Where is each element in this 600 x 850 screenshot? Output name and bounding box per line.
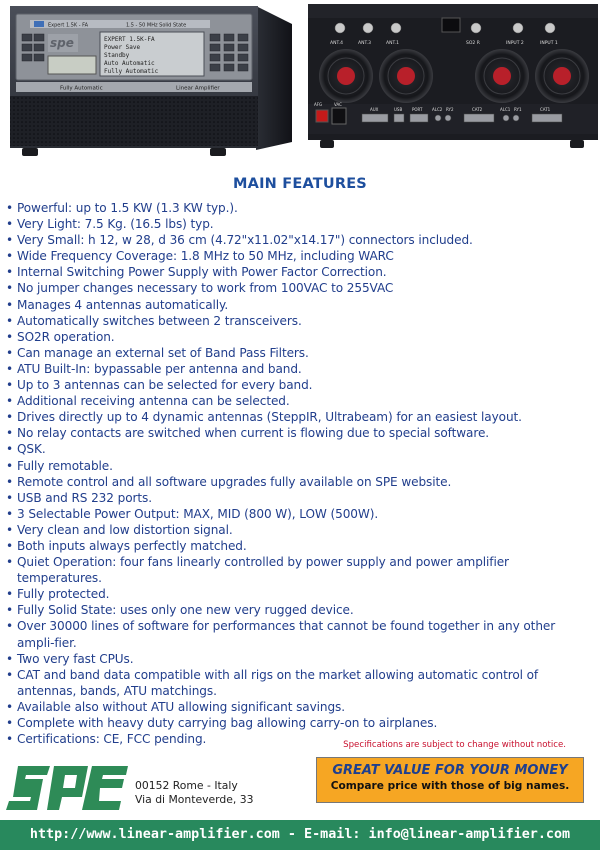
- bullet-icon: •: [6, 378, 14, 393]
- rear-label-ant1: ANT.1: [386, 41, 399, 46]
- feature-item: • Certifications: CE, FCC pending.: [6, 732, 207, 747]
- feature-item: • Available also without ATU allowing significant savings.: [6, 699, 345, 714]
- feature-item: • Remote control and all software upgrades fully available on SPE website.: [6, 474, 452, 489]
- feature-item: • CAT and band data compatible with all rigs on the market allowing automatic control of antennas, bands, ATU matchings.: [6, 667, 539, 698]
- bullet-icon: •: [6, 281, 14, 296]
- feature-item: • Powerful: up to 1.5 KW (1.3 KW typ.).: [6, 201, 238, 215]
- feature-item: • Quiet Operation: four fans linearly controlled by power supply and power amplifier temperatures.: [6, 555, 509, 586]
- address-line-2: Via di Monteverde, 33: [135, 793, 254, 806]
- feature-item: • No jumper changes necessary to work from 100VAC to 255VAC: [6, 281, 394, 296]
- front-lcd-line-5: Fully Automatic: [104, 68, 159, 75]
- bullet-icon: •: [6, 345, 14, 360]
- feature-item: • Can manage an external set of Band Pass Filters.: [6, 345, 309, 360]
- rear-label-port: PORT: [412, 107, 423, 112]
- bullet-icon: •: [6, 458, 14, 473]
- feature-item: • Both inputs always perfectly matched.: [6, 538, 247, 553]
- front-lcd-line-4: Auto Automatic: [104, 60, 155, 67]
- bullet-icon: •: [6, 490, 14, 505]
- rear-label-input2: INPUT 2: [506, 41, 524, 46]
- disclaimer-text: Specifications are subject to change without notice.: [343, 740, 566, 750]
- bullet-icon: •: [6, 410, 14, 425]
- rear-label-cat2: CAT2: [472, 107, 483, 112]
- address-line-1: 00152 Rome - Italy: [135, 779, 238, 792]
- value-callout: [316, 757, 584, 803]
- rear-label-ry2: RY2: [446, 107, 454, 112]
- feature-item: • Fully protected.: [6, 587, 110, 602]
- rear-label-vac: VAC: [334, 102, 342, 107]
- feature-item: • Internal Switching Power Supply with Power Factor Correction.: [6, 265, 387, 280]
- bullet-icon: •: [6, 603, 14, 618]
- rear-label-usb: USB: [394, 107, 403, 112]
- feature-item: • Manages 4 antennas automatically.: [6, 297, 229, 312]
- feature-item: • No relay contacts are switched when current is flowing due to special software.: [6, 426, 490, 441]
- feature-list: [6, 200, 592, 747]
- front-footer-right: Linear Amplifier: [176, 85, 220, 92]
- bullet-icon: •: [6, 329, 14, 344]
- bullet-icon: •: [6, 361, 14, 376]
- bullet-icon: •: [6, 732, 14, 747]
- bullet-icon: •: [6, 506, 14, 521]
- features-heading: MAIN FEATURES: [233, 176, 367, 192]
- feature-item: • Fully remotable.: [6, 458, 113, 473]
- logo-text: SPE: [6, 764, 8, 765]
- feature-item: • Up to 3 antennas can be selected for every band.: [6, 378, 313, 393]
- bullet-icon: •: [6, 442, 14, 457]
- feature-item: • Fully Solid State: uses only one new very rugged device.: [6, 603, 354, 618]
- bullet-icon: •: [6, 233, 14, 248]
- feature-item: • Automatically switches between 2 transceivers.: [6, 313, 302, 328]
- contact-bar[interactable]: http://www.linear-amplifier.com - E-mail: info@linear-amplifier.com: [0, 820, 600, 850]
- front-lcd-line-1: EXPERT 1.5K-FA: [104, 36, 155, 43]
- feature-item: • Wide Frequency Coverage: 1.8 MHz to 50 MHz, including WARC: [6, 249, 394, 264]
- feature-item: • SO2R operation.: [6, 329, 115, 344]
- bullet-icon: •: [6, 249, 14, 264]
- bullet-icon: •: [6, 538, 14, 553]
- front-lcd-line-3: Standby: [104, 52, 130, 59]
- feature-item: • Complete with heavy duty carrying bag allowing carry-on to airplanes.: [6, 716, 438, 730]
- bullet-icon: •: [6, 522, 14, 537]
- bullet-icon: •: [6, 217, 14, 232]
- address-block: [135, 779, 254, 807]
- bullet-icon: •: [6, 201, 14, 215]
- front-footer-left: Fully Automatic: [60, 85, 103, 92]
- rear-label-input1: INPUT 1: [540, 41, 558, 46]
- bullet-icon: •: [6, 587, 14, 602]
- svg-text:spe: spe: [50, 36, 74, 50]
- value-title: GREAT VALUE FOR YOUR MONEY: [332, 763, 568, 778]
- bullet-icon: •: [6, 555, 14, 570]
- front-lcd-line-2: Power Save: [104, 44, 141, 51]
- rear-label-afg: AFG: [314, 102, 323, 107]
- feature-item: • USB and RS 232 ports.: [6, 490, 152, 505]
- spe-logo: [6, 764, 128, 812]
- bullet-icon: •: [6, 716, 14, 730]
- bullet-icon: •: [6, 699, 14, 714]
- rear-label-so2r: SO2 R: [466, 41, 480, 46]
- bullet-icon: •: [6, 265, 14, 280]
- feature-item: • Additional receiving antenna can be selected.: [6, 394, 290, 409]
- bullet-icon: •: [6, 619, 14, 634]
- amplifier-rear-photo: [306, 0, 600, 168]
- feature-item: • 3 Selectable Power Output: MAX, MID (800 W), LOW (500W).: [6, 506, 379, 521]
- feature-item: • ATU Built-In: bypassable per antenna and band.: [6, 361, 302, 376]
- rear-label-alc2: ALC2: [432, 107, 443, 112]
- bullet-icon: •: [6, 297, 14, 312]
- feature-item: • Very clean and low distortion signal.: [6, 522, 233, 537]
- front-brand-label: Expert 1.5K - FA: [48, 22, 89, 29]
- bullet-icon: •: [6, 426, 14, 441]
- bullet-icon: •: [6, 313, 14, 328]
- bullet-icon: •: [6, 394, 14, 409]
- value-subtitle: Compare price with those of big names.: [330, 780, 570, 792]
- rear-label-cat1: CAT1: [540, 107, 551, 112]
- feature-item: • Over 30000 lines of software for performances that cannot be found together in any other ampli-fier.: [6, 619, 556, 650]
- amplifier-front-photo: [0, 0, 296, 168]
- front-model-label: 1.5 - 50 MHz Solid State: [126, 22, 187, 29]
- feature-item: • Very Light: 7.5 Kg. (16.5 lbs) typ.: [6, 217, 214, 232]
- rear-label-alc1: ALC1: [500, 107, 511, 112]
- feature-item: • Two very fast CPUs.: [6, 651, 134, 666]
- feature-item: • QSK.: [6, 442, 46, 457]
- feature-item: • Drives directly up to 4 dynamic antennas (SteppIR, Ultrabeam) for an easiest layout.: [6, 410, 522, 425]
- bullet-icon: •: [6, 667, 14, 682]
- bullet-icon: •: [6, 474, 14, 489]
- rear-label-aux: AUX: [370, 107, 379, 112]
- rear-label-ry1: RY1: [514, 107, 522, 112]
- rear-label-ant3: ANT.3: [358, 41, 371, 46]
- rear-label-ant4: ANT.4: [330, 41, 343, 46]
- bullet-icon: •: [6, 651, 14, 666]
- feature-item: • Very Small: h 12, w 28, d 36 cm (4.72"x11.02"x14.17") connectors included.: [6, 233, 473, 248]
